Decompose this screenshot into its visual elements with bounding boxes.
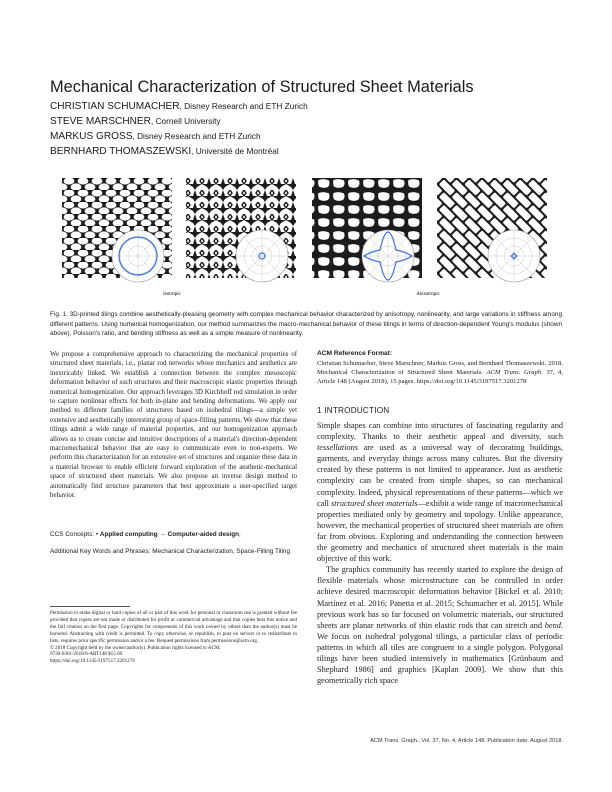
intro-paragraph-2: The graphics community has recently started to explore the design of flexible materials whose microstructure can be controlled in order achieve desired macroscopic deformation behavior [Bickel et al. 2010; Martínez et al. 2016; Panetta et al. 2015; Schumacher et al. 2015]. While previous work has so far focused on volumetric materials, our structured sheets are planar networks of thin elastic rods that can stretch and bend. We focus on isohedral polygonal tilings, a particular class of periodic patterns in which all tiles are congruent to a single polygon. Polygonal tilings have been studied intensively in mathematics [Grünbaum and Shephard 1986] and graphics [Kaplan 2009]. We show that this geometrically rich space	[317, 565, 563, 686]
abstract: We propose a comprehensive approach to characterizing the mechanical properties of structured sheet materials, i.e., planar rod networks whose mechanics and aesthetics are inextricably linked. We establish a connection between the complex mesoscopic deformation behavior of such structures and their macroscopic elastic properties through numerical homogenization. Our approach leverages 3D Kirchhoff rod simulation in order to capture nonlinear effects for both in-plane and bending deformations. We apply our method to different families of structures based on isohedral tilings—a simple yet extensive and aesthetically interesting group of space-filling patterns. We show that these tilings admit a wide range of material properties, and our homogenization approach allows us to create concise and intuitive descriptions of a material's direction-dependent macromechanical behavior that are easy to communicate even to non-experts. We perform this characterization for an extensive set of structures and organize these data in a material browser to enable efficient forward exploration of the aesthetic-mechanical space of structured sheet materials. We also propose an inverse design method to automatically find structure parameters that best approximate a user-specified target behavior.	[50, 351, 297, 500]
polar-plot-4	[488, 230, 540, 282]
author-1: CHRISTIAN SCHUMACHER, Disney Research and ETH Zurich	[50, 101, 308, 112]
author-2: STEVE MARSCHNER, Cornell University	[50, 116, 221, 127]
keywords: Additional Key Words and Phrases: Mechanical Characterization, Space-Filling Tiling	[50, 548, 291, 555]
section-heading-introduction: 1 INTRODUCTION	[317, 406, 390, 415]
intro-paragraph-1: Simple shapes can combine into structures of fascinating regularity and complexity. Thanks to their aesthetic appeal and diversity, such tessellations are used as a universal way of decorating buildings, garments, and everyday things across many cultures. But the diversity created by these patterns is not limited to appearance. Just as aesthetic complexity can be created from simple shapes, so can mechanical complexity. Indeed, physical representations of these patterns—which we call structured sheet materials—exhibit a wide range of macromechanical properties mediated only by geometry and topology. Unlike appearance, however, the mechanical properties of structured sheet materials are often far from obvious. Exploring and understanding the connection between the geometry and mechanics of structured sheet materials is the main objective of this work.	[317, 421, 563, 564]
label-anisotropic: Anisotropic	[416, 292, 440, 297]
reference-format-heading: ACM Reference Format:	[317, 350, 393, 357]
ccs-concepts: CCS Concepts: • Applied computing → Computer-aided design;	[50, 531, 241, 538]
polar-plot-1	[112, 230, 164, 282]
author-3: MARKUS GROSS, Disney Research and ETH Zurich	[50, 131, 261, 142]
permission-footnote: Permission to make digital or hard copies of all or part of this work for personal or classroom use is granted without fee provided that copies are not made or distributed for profit or commercial advantage and that copies bear this notice and the full citation on the first page. Copyrights for components of this work owned by others than the author(s) must be honored. Abstracting with credit is permitted. To copy otherwise, or republish, to post on servers or to redistribute to lists, requires prior specific permission and/or a fee. Request permissions from permissions@acm.org. © 2018 Copyright held by the owner/author(s). Publication rights licensed to ACM. 0730-0301/2018/8-ART148 $15.00 https://doi.org/10.1145/3197517.3201278	[50, 610, 297, 665]
footnote-rule	[50, 606, 130, 607]
figure-caption: Fig. 1. 3D-printed tilings combine aesthetically-pleasing geometry with complex mechanical behavior characterized by anisotropy, nonlinearity, and large variations in stiffness among different patterns. Using numerical homogenization, our method summarizes the macro-mechanical behavior of these tilings in terms of direction-dependent Young's modulus (shown above), Poisson's ratio, and bending stiffness as well as a simple measure of nonlinearity.	[50, 311, 562, 338]
polar-plot-3	[362, 230, 414, 282]
author-4: BERNHARD THOMASZEWSKI, Université de Montréal	[50, 146, 279, 157]
reference-format: Christian Schumacher, Steve Marschner, Markus Gross, and Bernhard Thomaszewski. 2018. Mechanical Characterization of Structured Sheet Materials. ACM Trans. Graph. 37, 4, Article 148 (August 2018), 15 pages. https://doi.org/10.1145/3197517.3201278	[317, 360, 564, 385]
paper-title: Mechanical Characterization of Structured Sheet Materials	[50, 78, 474, 96]
label-isotropic: Isotropic	[163, 292, 181, 297]
introduction-body	[317, 420, 563, 686]
polar-plot-2	[236, 230, 288, 282]
teaser-figure	[62, 178, 552, 300]
journal-footer: ACM Trans. Graph., Vol. 37, No. 4, Article 148. Publication date: August 2018.	[370, 738, 563, 744]
